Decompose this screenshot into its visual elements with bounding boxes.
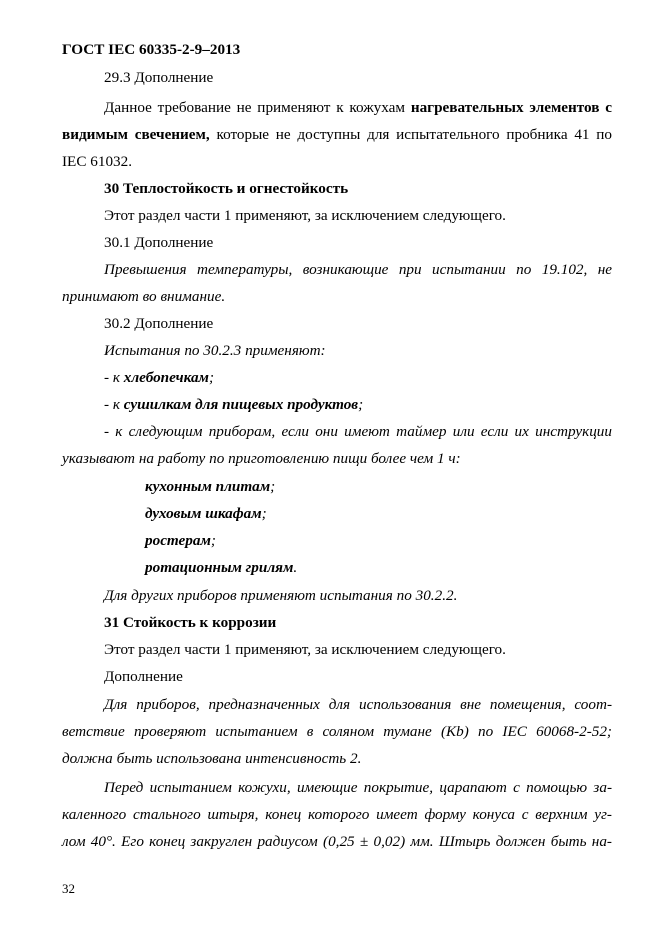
text-run: ; [358,396,364,413]
text-run: которые не доступны для испытательного пробника 41 по [209,126,612,143]
text-run-bold: духовым шкафам [145,505,262,522]
paragraph-line: принимают во внимание. [62,288,226,305]
text-run-bold: сушилкам для пищевых продуктов [123,396,359,413]
clause-30-2-intro: Испытания по 30.2.3 применяют: [104,342,326,359]
page-number: 32 [62,881,75,896]
paragraph-line: Для других приборов применяют испытания по 30.2.2. [104,587,458,604]
sub-list-item [145,559,297,577]
text-run-bold: нагревательных элементов с [410,99,613,116]
paragraph-line [62,126,612,144]
text-run: . [293,559,298,576]
paragraph-line: Перед испытанием кожухи, имеющие покрытие, царапают с помощью за- [104,779,612,796]
paragraph-line: Превышения температуры, возникающие при испытании по 19.102, не [104,261,612,278]
sub-list-item [145,532,216,550]
section-30-heading: 30 Теплостойкость и огнестойкость [104,180,349,197]
text-run: ; [208,369,215,386]
paragraph-line: Для приборов, предназначенных для использования вне помещения, соот- [104,696,612,713]
paragraph-line: указывают на работу по приготовлению пищи более чем 1 ч: [62,450,461,467]
text-run: ; [270,478,276,495]
paragraph-line: каленного стального штыря, конец которого имеет форму конуса с верхним уг- [62,806,612,823]
list-item: - к следующим приборам, если они имеют таймер или если их инструкции [104,423,612,440]
list-item [104,396,363,414]
text-run: ; [210,532,216,549]
clause-30-2-label: 30.2 Дополнение [104,315,214,332]
sub-list-item [145,505,267,523]
text-run-bold: ростерам [145,532,211,549]
section-31-addition-label: Дополнение [104,668,183,685]
text-run: Данное требование не применяют к кожухам [104,99,411,116]
text-run: ; [261,505,267,522]
list-item [104,369,214,387]
paragraph-line: IEC 61032. [62,153,133,170]
section-30-intro: Этот раздел части 1 применяют, за исключением следующего. [104,207,506,224]
section-31-heading: 31 Стойкость к коррозии [104,614,277,631]
paragraph-line: лом 40°. Его конец закруглен радиусом (0,25 ± 0,02) мм. Штырь должен быть на- [62,833,612,850]
document-header: ГОСТ IEC 60335-2-9–2013 [62,41,241,58]
text-run-bold: видимым свечением, [62,126,210,143]
text-run: - к [104,396,124,413]
paragraph-line [104,99,612,117]
section-31-intro: Этот раздел части 1 применяют, за исключением следующего. [104,641,506,658]
clause-30-1-label: 30.1 Дополнение [104,234,214,251]
paragraph-line: ветствие проверяют испытанием в соляном тумане (Kb) по IEC 60068-2-52; [62,723,612,740]
clause-29-3-label: 29.3 Дополнение [104,69,214,86]
text-run-bold: ротационным грилям [145,559,294,576]
sub-list-item [145,478,275,496]
text-run-bold: кухонным плитам [145,478,271,495]
paragraph-line: должна быть использована интенсивность 2. [62,750,362,767]
text-run: - к [104,369,124,386]
text-run-bold: хлебопечкам [123,369,209,386]
